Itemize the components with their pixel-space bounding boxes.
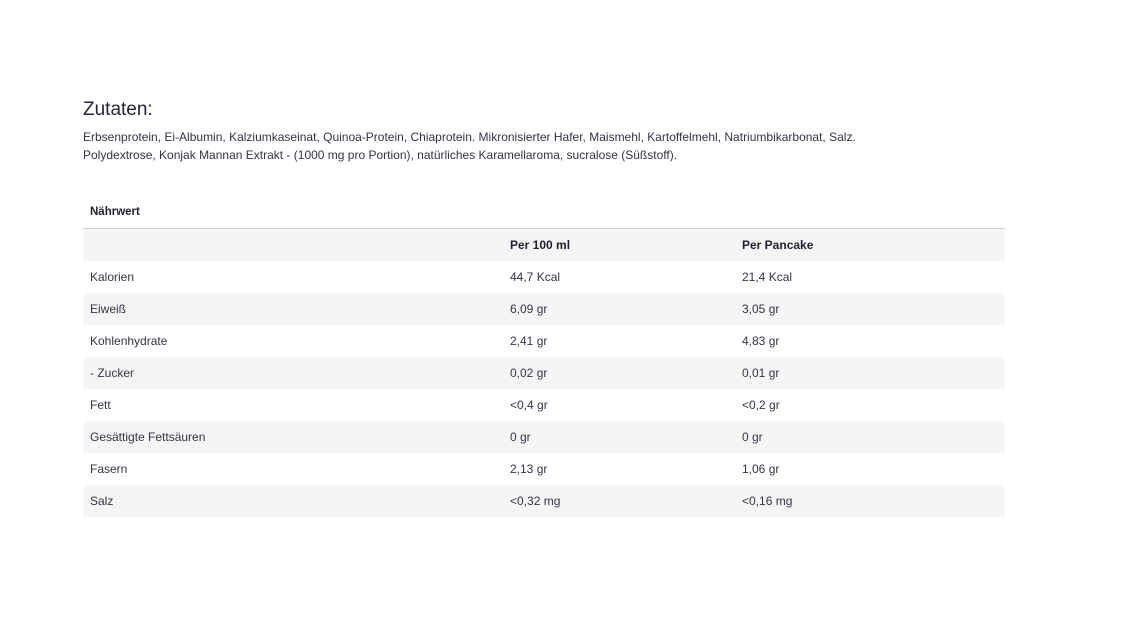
header-per-100-cell: Per 100 ml — [510, 238, 571, 252]
table-row — [83, 293, 1005, 325]
per-100-value: 44,7 Kcal — [510, 270, 561, 284]
nutrition-caption: Nährwert — [83, 198, 1005, 229]
ingredients-text — [83, 128, 1005, 164]
per-100-value: 6,09 gr — [510, 302, 548, 316]
nutrition-table — [83, 198, 1005, 517]
nutrient-label: Salz — [90, 494, 114, 508]
header-per-pancake-cell: Per Pancake — [742, 238, 814, 252]
nutrient-label: - Zucker — [90, 366, 135, 380]
per-pancake-value: <0,2 gr — [742, 398, 780, 412]
nutrient-label: Fasern — [90, 462, 128, 476]
ingredients-section — [83, 99, 1005, 164]
per-100-value: 2,41 gr — [510, 334, 548, 348]
per-pancake-value: 0,01 gr — [742, 366, 780, 380]
table-row — [83, 325, 1005, 357]
per-pancake-value: 3,05 gr — [742, 302, 780, 316]
per-pancake-value: <0,16 mg — [742, 494, 793, 508]
nutrient-label: Eiweiß — [90, 302, 127, 316]
nutrient-label: Kohlenhydrate — [90, 334, 168, 348]
table-row — [83, 357, 1005, 389]
ingredients-line-2: Polydextrose, Konjak Mannan Extrakt - (1000 mg pro Portion), natürliches Karamellaroma, sucralose (Süßstoff). — [83, 148, 678, 162]
per-100-value: 2,13 gr — [510, 462, 548, 476]
nutrient-label: Gesättigte Fettsäuren — [90, 430, 206, 444]
per-100-value: 0,02 gr — [510, 366, 548, 380]
table-row — [83, 421, 1005, 453]
per-pancake-value: 0 gr — [742, 430, 763, 444]
per-100-value: 0 gr — [510, 430, 531, 444]
table-row — [83, 261, 1005, 293]
nutrition-header-row — [83, 229, 1005, 261]
nutrient-label: Kalorien — [90, 270, 135, 284]
per-100-value: <0,32 mg — [510, 494, 561, 508]
nutrient-label: Fett — [90, 398, 111, 412]
table-row — [83, 453, 1005, 485]
table-row — [83, 389, 1005, 421]
table-row — [83, 485, 1005, 517]
per-pancake-value: 1,06 gr — [742, 462, 780, 476]
per-pancake-value: 21,4 Kcal — [742, 270, 793, 284]
per-pancake-value: 4,83 gr — [742, 334, 780, 348]
per-100-value: <0,4 gr — [510, 398, 548, 412]
ingredients-title: Zutaten: — [83, 99, 153, 120]
ingredients-line-1: Erbsenprotein, Ei-Albumin, Kalziumkaseinat, Quinoa-Protein, Chiaprotein. Mikronisierter Hafer, Maismehl, Kartoffelmehl, Natriumbikarbonat, Salz. — [83, 130, 856, 144]
